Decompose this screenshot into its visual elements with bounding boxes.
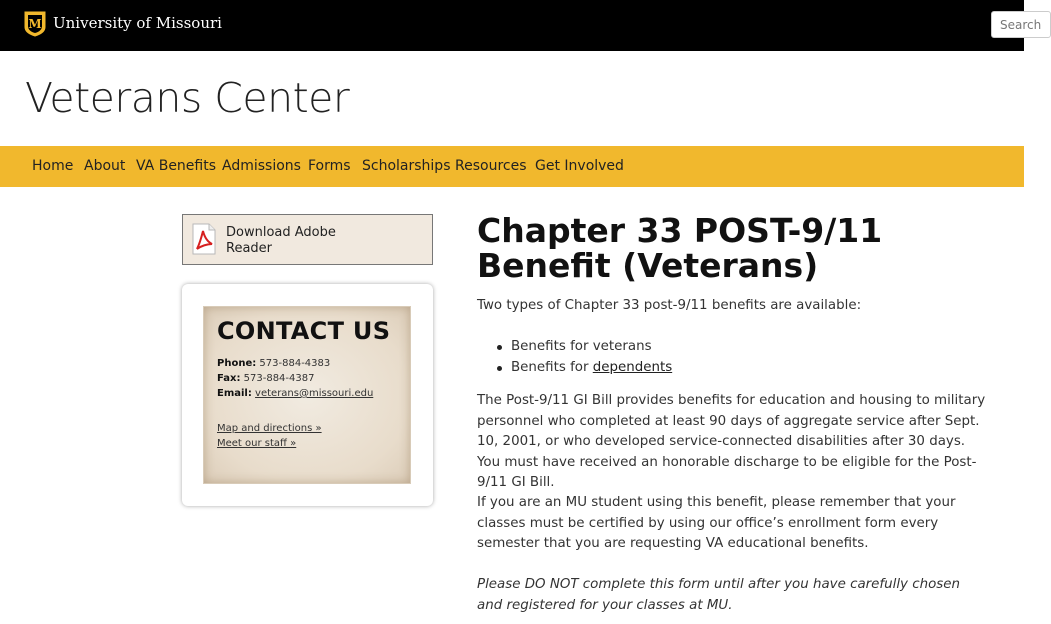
contact-title: CONTACT US — [217, 317, 391, 345]
nav-item-get-involved[interactable]: Get Involved — [535, 158, 624, 174]
bullet-text-dependents-prefix: Benefits for — [511, 359, 593, 375]
meet-staff-link[interactable]: Meet our staff » — [217, 438, 297, 449]
svg-text:M: M — [28, 17, 42, 31]
warning-paragraph: Please DO NOT complete this form until after you have carefully chosen and registered for your classes at MU. — [477, 577, 960, 613]
nav-item-about[interactable]: About — [84, 158, 126, 174]
phone-label: Phone: — [217, 358, 257, 369]
gi-bill-paragraph: The Post-9/11 GI Bill provides benefits for education and housing to military personnel who completed at least 90 days of aggregate service after Sept. 10, 2001, or who developed service-connected disabilities after 30 days. You must have received an honorable discharge to be eligible for the Post-9/11 GI Bill. — [477, 393, 986, 490]
fax-value: 573-884-4387 — [243, 373, 315, 384]
email-link[interactable]: veterans@missouri.edu — [255, 388, 374, 399]
email-label: Email: — [217, 388, 252, 399]
mu-student-paragraph: If you are an MU student using this benefit, please remember that your classes must be certified by using our office’s enrollment form every semester that you are requesting VA educational benefits. — [477, 495, 956, 551]
search-input[interactable]: Search — [991, 11, 1051, 38]
meet-staff-link-row — [217, 438, 296, 449]
list-item — [497, 358, 672, 379]
page-title: Chapter 33 POST-9/11 Benefit (Veterans) — [477, 211, 883, 285]
nav-item-va-benefits[interactable]: VA Benefits — [136, 158, 217, 174]
map-directions-link-row — [217, 423, 322, 434]
contact-email — [217, 388, 373, 399]
mu-logo-icon[interactable] — [24, 11, 46, 37]
contact-card — [182, 284, 433, 506]
benefit-types-list — [497, 337, 672, 378]
contact-fax — [217, 373, 314, 384]
nav-item-forms[interactable]: Forms — [308, 158, 351, 174]
nav-item-resources[interactable]: Resources — [455, 158, 527, 174]
pdf-icon — [191, 223, 217, 255]
contact-panel — [203, 306, 411, 484]
university-name[interactable]: University of Missouri — [53, 14, 222, 32]
main-nav — [0, 146, 1024, 187]
site-title[interactable]: Veterans Center — [25, 74, 350, 122]
nav-item-scholarships[interactable]: Scholarships — [362, 158, 451, 174]
download-adobe-reader-button[interactable] — [182, 214, 433, 265]
phone-value: 573-884-4383 — [259, 358, 331, 369]
nav-item-home[interactable]: Home — [32, 158, 74, 174]
nav-item-admissions[interactable]: Admissions — [222, 158, 301, 174]
fax-label: Fax: — [217, 373, 241, 384]
list-item — [497, 337, 672, 358]
dependents-link[interactable]: dependents — [592, 359, 673, 375]
contact-phone — [217, 358, 330, 369]
adobe-reader-label: Download Adobe Reader — [226, 225, 336, 256]
bullet-text-veterans: Benefits for veterans — [511, 339, 652, 354]
intro-text: Two types of Chapter 33 post-9/11 benefits are available: — [477, 298, 862, 313]
map-directions-link[interactable]: Map and directions » — [217, 423, 322, 434]
top-bar — [0, 0, 1042, 51]
